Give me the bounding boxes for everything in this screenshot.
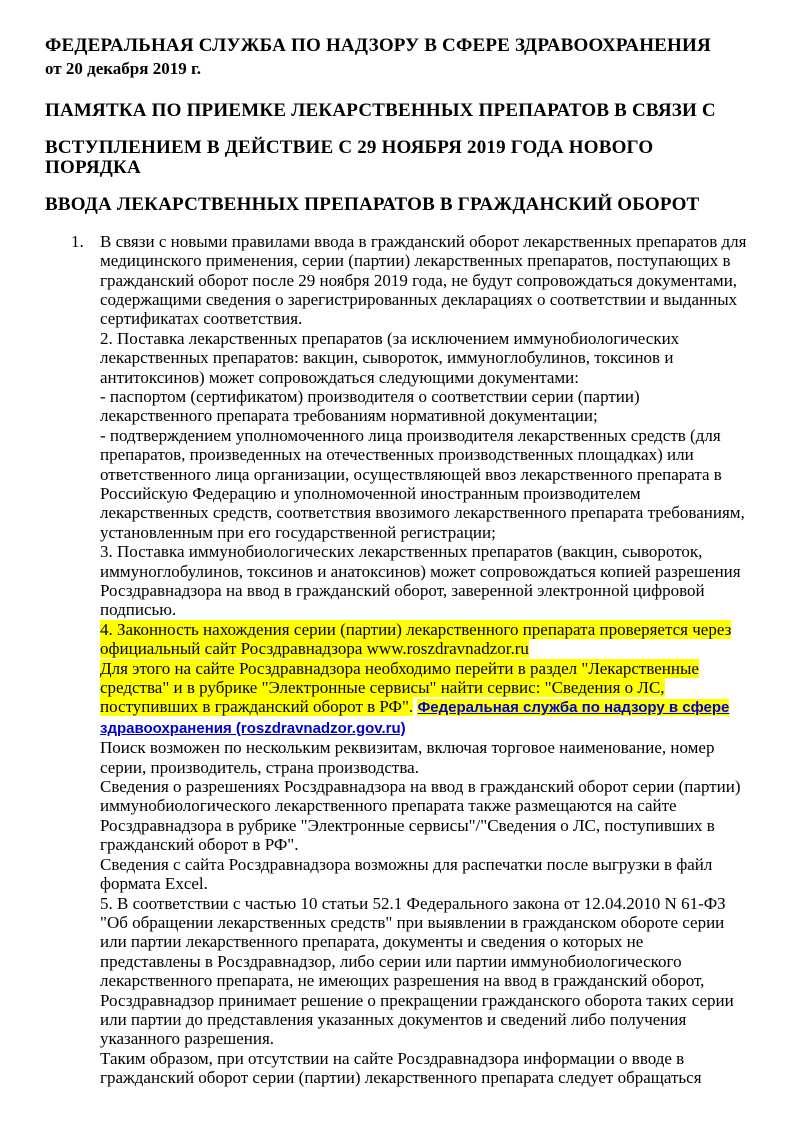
highlighted-text-instructions: Для этого на сайте Росздравнадзора необходимо перейти в раздел "Лекарственные средства" и в рубрике "Электронные сервисы" найти сервис: "Сведения о ЛС, поступивших в гражданский оборот в РФ". bbox=[100, 658, 699, 717]
document-title-line-2: ВСТУПЛЕНИЕМ В ДЕЙСТВИЕ С 29 НОЯБРЯ 2019 ГОДА НОВОГО ПОРЯДКА bbox=[45, 136, 654, 178]
roszdravnadzor-link-part2[interactable]: здравоохранения (roszdravnadzor.gov.ru) bbox=[100, 719, 406, 737]
paragraph-1 bbox=[71, 231, 748, 329]
paragraph-excel-export: Сведения с сайта Росздравнадзора возможны для распечатки после выгрузки в файл формата Excel. bbox=[100, 854, 713, 894]
paragraph-final: Таким образом, при отсутствии на сайте Росздравнадзора информации о вводе в гражданский оборот серии (партии) лекарственного препарата следует обращаться bbox=[100, 1048, 702, 1088]
roszdravnadzor-link-part1[interactable]: Федеральная служба по надзору в сфере bbox=[417, 699, 730, 717]
paragraph-2-bullet-confirmation: - подтверждением уполномоченного лица производителя лекарственных средств (для препаратов, произведенных на отечественных производственных площадках) или ответственного лица организации, осуществляющей ввоз лекарственного препарата в Российскую Федерацию и уполномоченной иностранным производителем лекарственных средств, соответствия ввозимого лекарственного препарата требованиям, установленным при его государственной регистрации; bbox=[100, 425, 745, 542]
paragraph-immunobiological-info: Сведения о разрешениях Росздравнадзора на ввод в гражданский оборот серии (партии) иммунобиологического лекарственного препарата также размещаются на сайте Росздравнадзора в рубрике "Электронные сервисы"/"Сведения о ЛС, поступивших в гражданский оборот в РФ". bbox=[100, 777, 741, 855]
document-title-line-1: ПАМЯТКА ПО ПРИЕМКЕ ЛЕКАРСТВЕННЫХ ПРЕПАРАТОВ В СВЯЗИ С bbox=[45, 99, 716, 121]
paragraph-2-intro: 2. Поставка лекарственных препаратов (за исключением иммунобиологических лекарственных препаратов: вакцин, сывороток, иммуноглобулинов, токсинов и антитоксинов) может сопровождаться следующими документами: bbox=[100, 328, 680, 387]
list-number-1: 1. bbox=[71, 231, 84, 251]
document-title bbox=[45, 101, 750, 215]
document-title-line-3: ВВОДА ЛЕКАРСТВЕННЫХ ПРЕПАРАТОВ В ГРАЖДАНСКИЙ ОБОРОТ bbox=[45, 193, 700, 215]
paragraph-3: 3. Поставка иммунобиологических лекарственных препаратов (вакцин, сывороток, иммуноглобулинов, токсинов и анатоксинов) может сопровождаться копией разрешения Росздравнадзора на ввод в гражданский оборот, заверенной электронной цифровой подписью. bbox=[100, 542, 741, 620]
document-body bbox=[71, 231, 748, 1088]
document-header-date: от 20 декабря 2019 г. bbox=[45, 58, 202, 78]
paragraph-5: 5. В соответствии с частью 10 статьи 52.1 Федерального закона от 12.04.2010 N 61-ФЗ "Об обращении лекарственных средств" при выявлении в гражданском обороте серии или партии лекарственного препарата, документы и сведения о которых не представлены в Росздравнадзор, либо серии или партии иммунобиологического лекарственного препарата, не имеющих разрешения на ввод в гражданский оборот, Росздравнадзор принимает решение о прекращении гражданского оборота таких серии или партии до представления указанных документов и сведений либо получения указанного разрешения. bbox=[100, 893, 734, 1049]
paragraph-4-highlighted-part2 bbox=[100, 659, 748, 739]
paragraph-2-bullet-passport: - паспортом (сертификатом) производителя о соответствии серии (партии) лекарственного препарата требованиям нормативной документации; bbox=[100, 386, 640, 426]
paragraph-4-highlighted-part1 bbox=[100, 620, 748, 659]
highlighted-text-legality: 4. Законность нахождения серии (партии) лекарственного препарата проверяется через официальный сайт Росздравнадзора www.roszdravnadzor.ru bbox=[100, 619, 732, 659]
document-header-org: ФЕДЕРАЛЬНАЯ СЛУЖБА ПО НАДЗОРУ В СФЕРЕ ЗДРАВООХРАНЕНИЯ bbox=[45, 35, 711, 56]
paragraph-search-options: Поиск возможен по нескольким реквизитам, включая торговое наименование, номер серии, производитель, страна производства. bbox=[100, 738, 715, 777]
paragraph-1-text: В связи с новыми правилами ввода в гражданский оборот лекарственных препаратов для медицинского применения, серии (партии) лекарственных препаратов, поступающих в гражданский оборот после 29 ноября 2019 года, не будут сопровождаться документами, содержащими сведения о зарегистрированных декларациях о соответствии и выданных сертификатах соответствия. bbox=[100, 231, 747, 329]
